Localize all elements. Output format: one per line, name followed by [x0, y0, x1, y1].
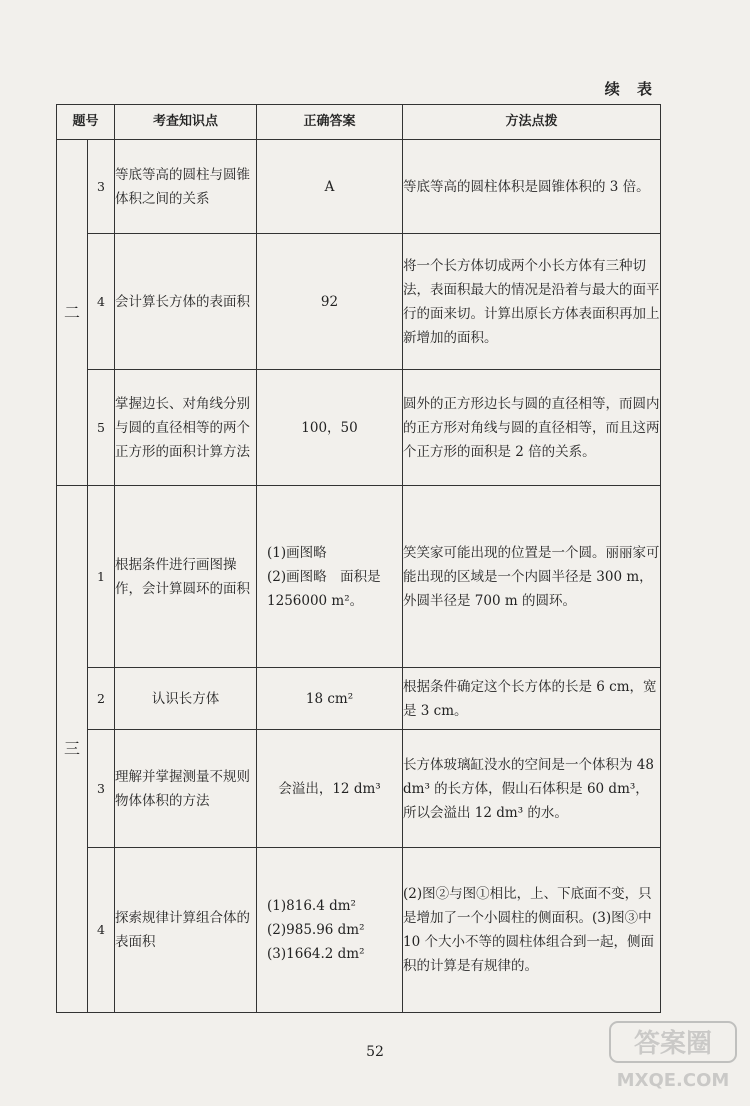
correct-answer	[257, 848, 403, 1013]
table-row	[57, 730, 661, 848]
answer-line: (1)816.4 dm²	[267, 898, 356, 914]
knowledge-point: 理解并掌握测量不规则物体体积的方法	[115, 730, 257, 848]
method-tip: 等底等高的圆柱体积是圆锥体积的 3 倍。	[403, 140, 661, 234]
table-row	[57, 370, 661, 486]
watermark-logo	[608, 1020, 738, 1092]
page-number: 52	[366, 1044, 384, 1060]
answer-line: (1)画图略	[267, 544, 327, 561]
question-number: 4	[88, 234, 115, 370]
answer-line: (2)985.96 dm²	[267, 922, 365, 938]
answer-line: (2)画图略 面积是 1256000 m²。	[267, 568, 381, 609]
method-tip: 笑笑家可能出现的位置是一个圆。丽丽家可能出现的区域是一个内圆半径是 300 m，外圆半径是 700 m 的圆环。	[403, 486, 661, 668]
method-tip: 根据条件确定这个长方体的长是 6 cm，宽是 3 cm。	[403, 668, 661, 730]
header-tip: 方法点拨	[403, 105, 661, 140]
table-row	[57, 848, 661, 1013]
section-label: 三	[57, 486, 88, 1013]
question-number: 2	[88, 668, 115, 730]
continued-label: 续 表	[604, 80, 658, 98]
correct-answer: 92	[257, 234, 403, 370]
question-number: 3	[88, 730, 115, 848]
table-row	[57, 668, 661, 730]
method-tip: 圆外的正方形边长与圆的直径相等，而圆内的正方形对角线与圆的直径相等，而且这两个正方形的面积是 2 倍的关系。	[403, 370, 661, 486]
question-number: 1	[88, 486, 115, 668]
section-label: 二	[57, 140, 88, 486]
table-row	[57, 486, 661, 668]
answer-table	[56, 104, 661, 1013]
knowledge-point: 掌握边长、对角线分别与圆的直径相等的两个正方形的面积计算方法	[115, 370, 257, 486]
knowledge-point: 等底等高的圆柱与圆锥体积之间的关系	[115, 140, 257, 234]
correct-answer: A	[257, 140, 403, 234]
method-tip: 长方体玻璃缸没水的空间是一个体积为 48 dm³ 的长方体，假山石体积是 60 dm³，所以会溢出 12 dm³ 的水。	[403, 730, 661, 848]
table-row	[57, 234, 661, 370]
header-no: 题号	[57, 105, 115, 140]
header-knowledge: 考查知识点	[115, 105, 257, 140]
method-tip: (2)图②与图①相比，上、下底面不变，只是增加了一个小圆柱的侧面积。(3)图③中 10 个大小不等的圆柱体组合到一起，侧面积的计算是有规律的。	[403, 848, 661, 1013]
question-number: 5	[88, 370, 115, 486]
table-row	[57, 140, 661, 234]
correct-answer: 100，50	[257, 370, 403, 486]
knowledge-point: 会计算长方体的表面积	[115, 234, 257, 370]
watermark-logo-text: 答案圈	[633, 1029, 713, 1059]
knowledge-point: 根据条件进行画图操作，会计算圆环的面积	[115, 486, 257, 668]
knowledge-point: 认识长方体	[115, 668, 257, 730]
header-row	[57, 105, 661, 140]
correct-answer: 18 cm²	[257, 668, 403, 730]
answer-line: (3)1664.2 dm²	[267, 946, 365, 962]
question-number: 3	[88, 140, 115, 234]
watermark-url: MXQE.COM	[616, 1070, 730, 1091]
correct-answer: 会溢出，12 dm³	[257, 730, 403, 848]
correct-answer	[257, 486, 403, 668]
knowledge-point: 探索规律计算组合体的表面积	[115, 848, 257, 1013]
question-number: 4	[88, 848, 115, 1013]
header-answer: 正确答案	[257, 105, 403, 140]
method-tip: 将一个长方体切成两个小长方体有三种切法，表面积最大的情况是沿着与最大的面平行的面来切。计算出原长方体表面积再加上新增加的面积。	[403, 234, 661, 370]
